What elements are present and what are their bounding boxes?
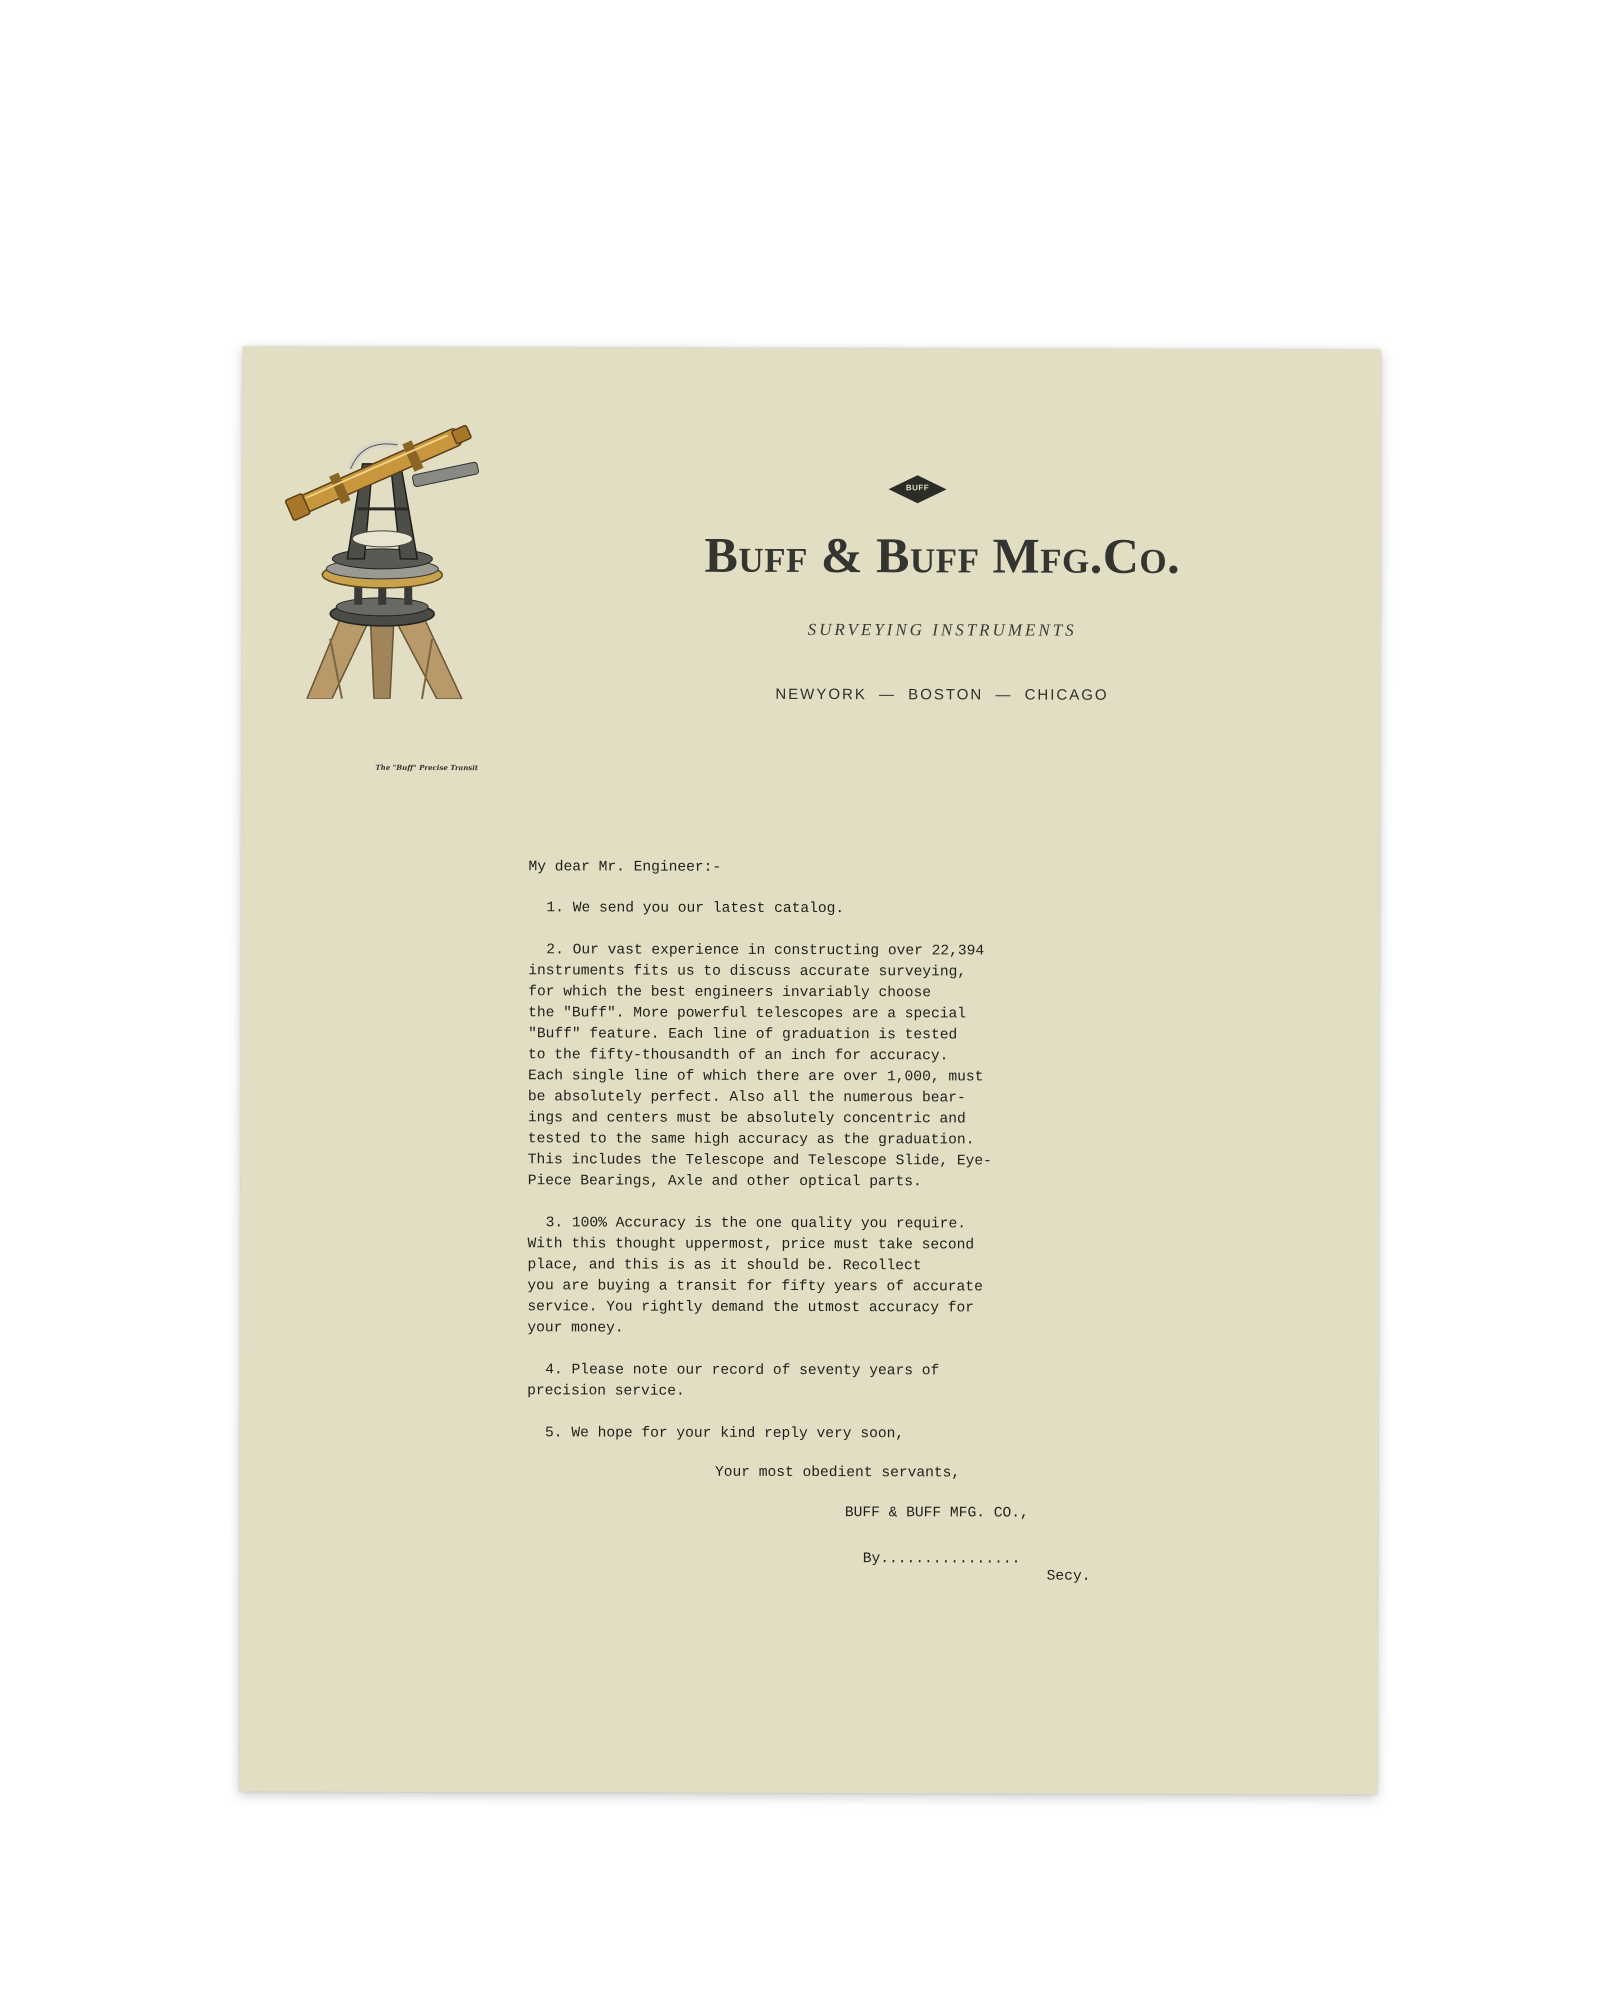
transit-illustration: [272, 399, 493, 700]
letter-body: [527, 857, 1139, 1604]
signature-title: Secy.: [1046, 1568, 1091, 1585]
letter-sheet: [239, 347, 1381, 1795]
buff-diamond-logo: [887, 474, 947, 504]
office-cities: NEWYORK — BOSTON — CHICAGO: [775, 685, 1109, 704]
logo-text: BUFF: [905, 483, 930, 493]
company-tagline: SURVEYING INSTRUMENTS: [807, 619, 1077, 640]
illustration-caption: The "Buff" Precise Transit: [375, 762, 479, 773]
signature-block: [527, 1462, 1137, 1604]
closing-line: Your most obedient servants,: [714, 1464, 961, 1482]
paragraph-5: 5. We hope for your kind reply very soon,: [545, 1425, 905, 1443]
paragraph-1: 1. We send you our latest catalog.: [546, 900, 845, 918]
company-name: Buff & Buff Mfg.Co.: [704, 526, 1181, 584]
signature-by-line: By................: [862, 1551, 1021, 1568]
signature-company: BUFF & BUFF MFG. CO.,: [844, 1505, 1029, 1522]
paragraph-2: 2. Our vast experience in constructing over 22,394 instruments fits us to discuss accurate surveying, for which the best engineers invariably choose the "Buff". More powerful telescopes are a special "Buff" feature. Each line of graduation is tested to the fifty-thousandth of an inch for accuracy. Each single line of which there are over 1,000, must be absolutely perfect. Also all the numerous bear- ings and centers must be absolutely concentric and tested to the same high accuracy as the graduation. This includes the Telescope and Telescope Slide, Eye- Piece Bearings, Axle and other optical parts.: [527, 942, 992, 1191]
paragraph-3: 3. 100% Accuracy is the one quality you require. With this thought uppermost, price must take second place, and this is as it should be. Recollect you are buying a transit for fifty years of accurate service. You rightly demand the utmost accuracy for your money.: [527, 1215, 983, 1337]
salutation: My dear Mr. Engineer:-: [528, 859, 722, 876]
paragraph-4: 4. Please note our record of seventy years of precision service.: [527, 1362, 940, 1400]
